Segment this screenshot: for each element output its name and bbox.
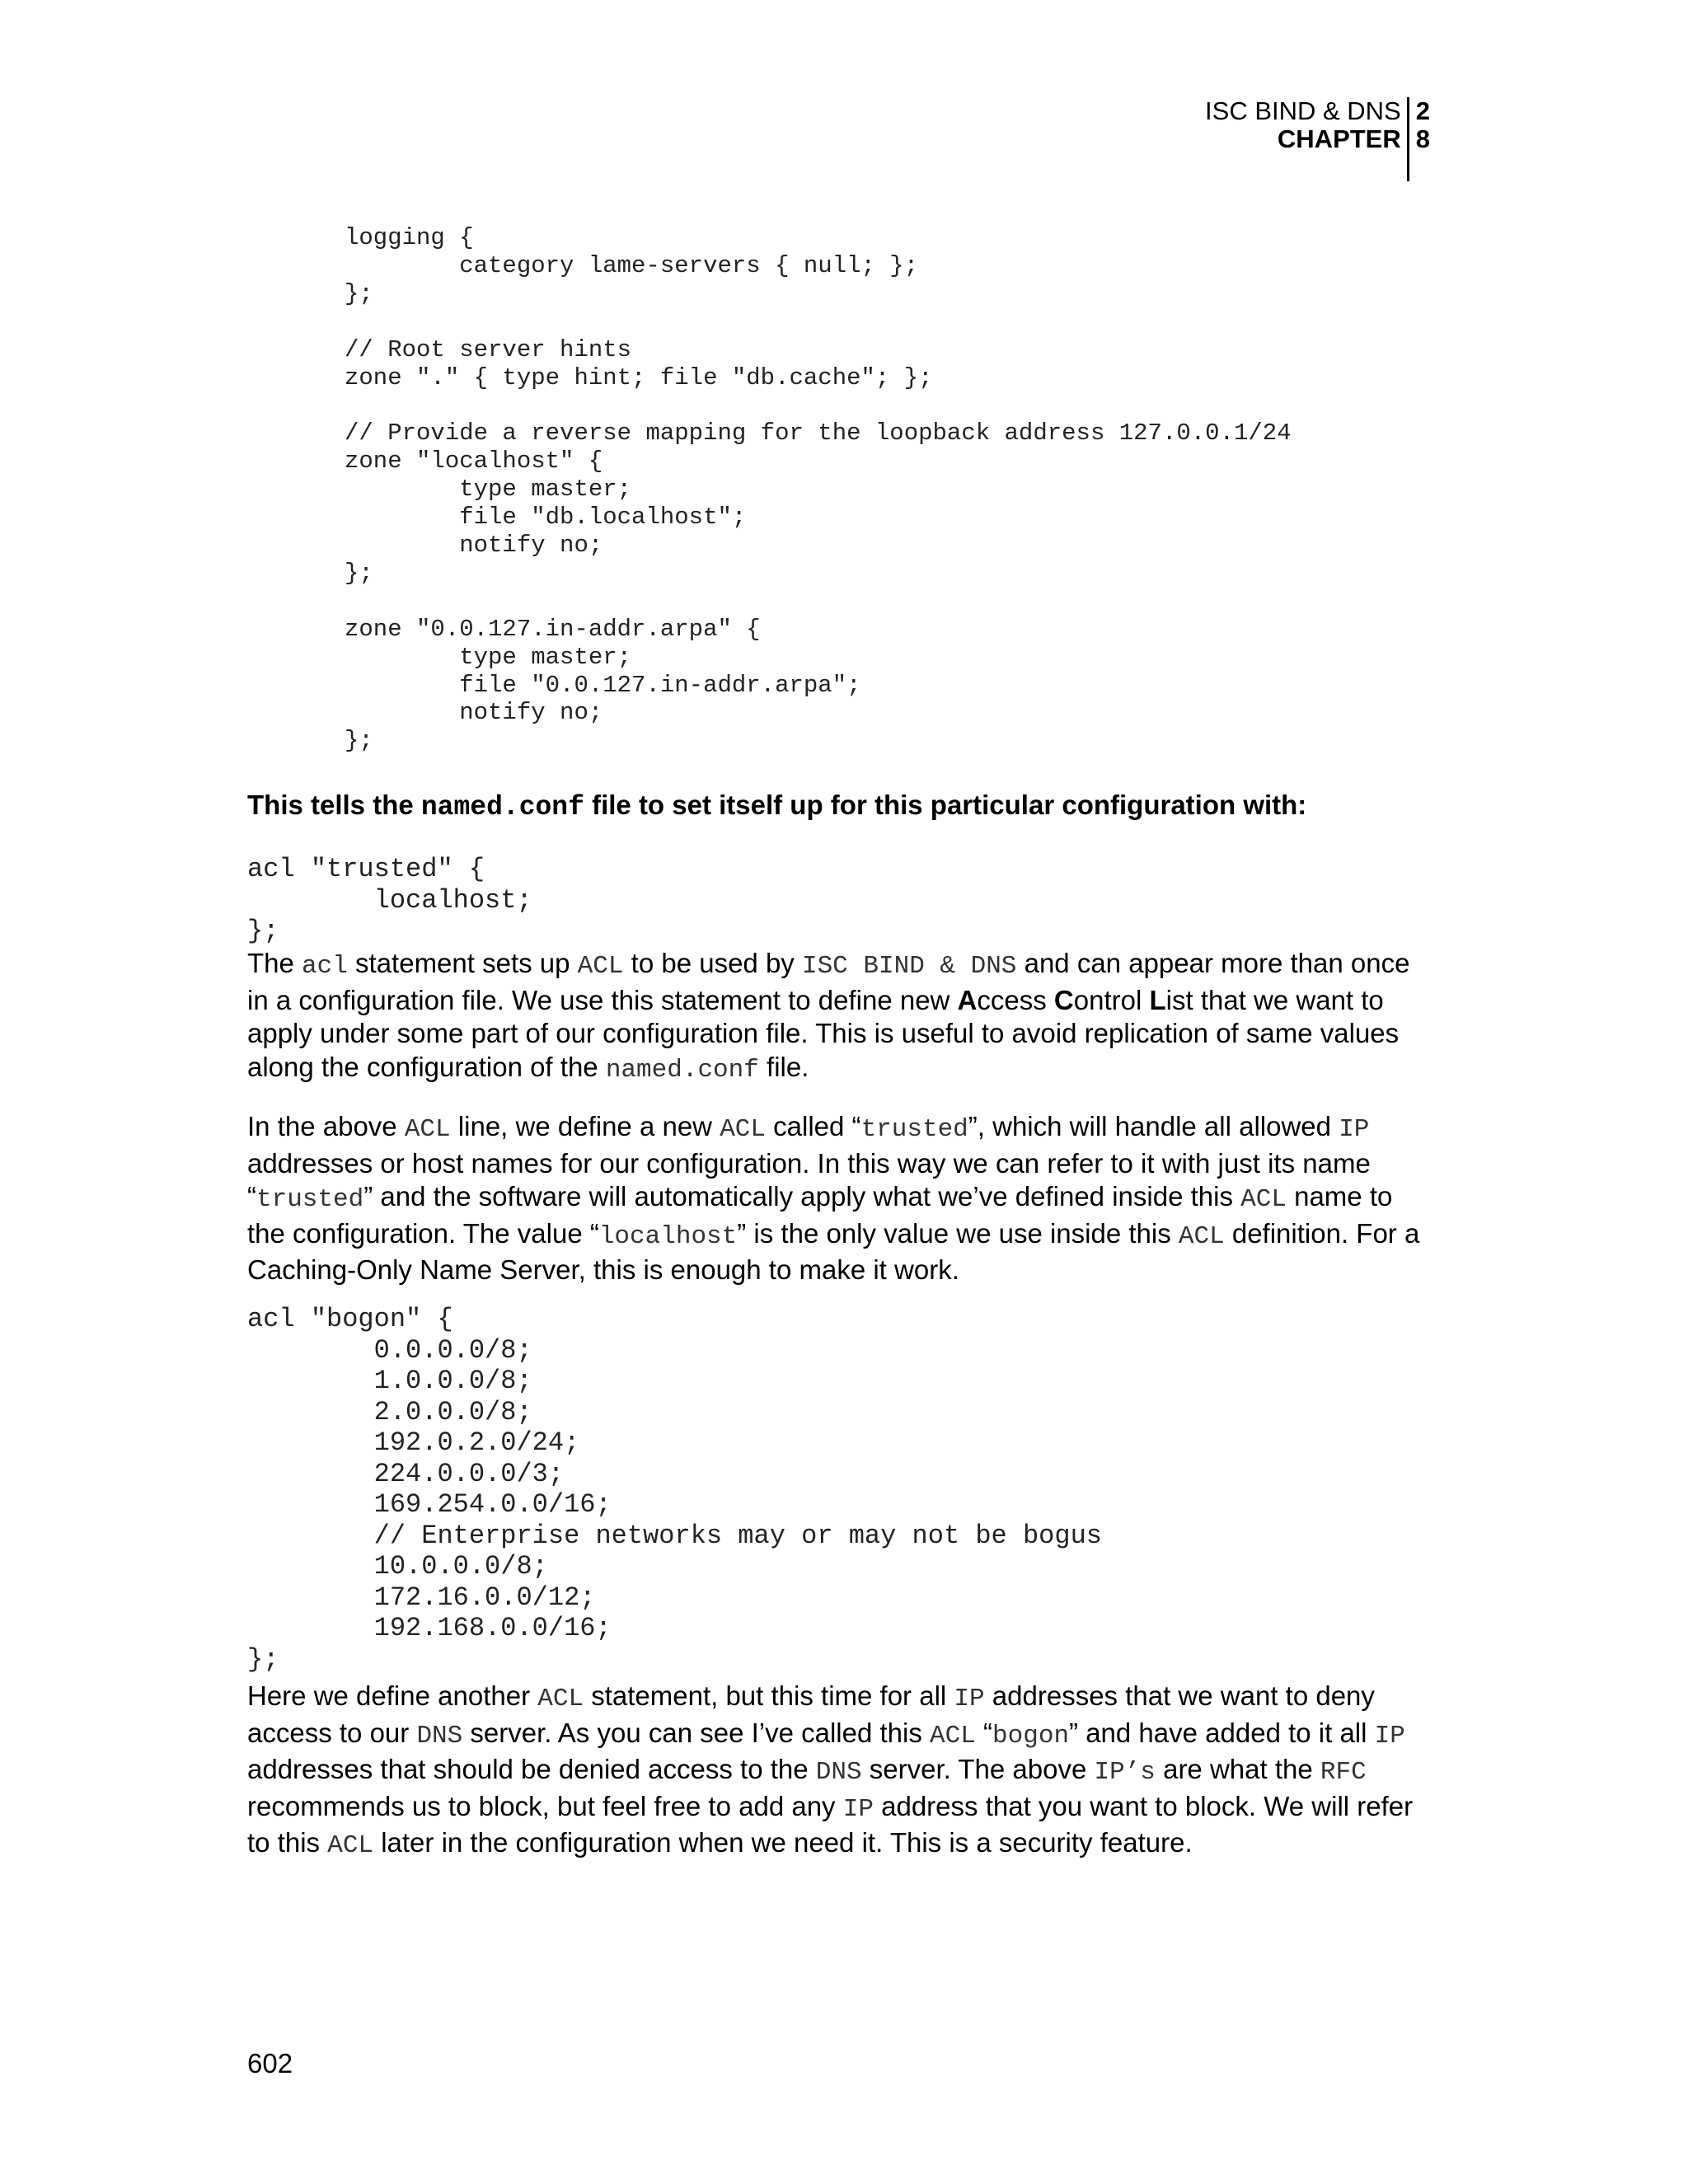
header-title-number: 2 [1408,97,1430,125]
code-block-acl-bogon: acl "bogon" { 0.0.0.0/8; 1.0.0.0/8; 2.0.0.0/8; 192.0.2.0/24; 224.0.0.0/3; 169.254.0.0/16; // Enterprise networks may or may not be bogus 10.0.0.0/8; 172.16.0.0/12; 192.168.0.0/16; }; [247,1304,1102,1675]
paragraph-acl-statement: The acl statement sets up ACL to be used by ISC BIND & DNS and can appear more than once in a configuration file. We use this statement to define new Access Control List that we want to apply under some part of our configuration file. This is useful to avoid replication of same values along the configuration of the named.conf file. [247,948,1410,1085]
lead-text-1: This tells the [247,790,421,820]
lead-sentence [247,789,1306,824]
lead-code: named.conf [420,792,584,823]
header-title: ISC BIND & DNS [1205,96,1401,125]
paragraph-bogon-acl: Here we define another ACL statement, but this time for all IP addresses that we want to deny access to our DNS server. As you can see I’ve called this ACL “bogon” and have added to it all IP addresses that should be denied access to the DNS server. The above IP’s are what the RFC recommends us to block, but feel free to add any IP address that you want to block. We will refer to this ACL later in the configuration when we need it. This is a security feature. [247,1680,1414,1860]
running-header [1205,97,1430,181]
paragraph-trusted-acl: In the above ACL line, we define a new ACL called “trusted”, which will handle all allowed IP addresses or host names for our configuration. In this way we can refer to it with just its name “trusted” and the software will automatically apply what we’ve defined inside this ACL name to the configuration. The value “localhost” is the only value we use inside this ACL definition. For a Caching-Only Name Server, this is enough to make it work. [247,1111,1420,1285]
code-block-acl-trusted: acl "trusted" { localhost; }; [247,854,532,946]
code-block-logging-zones: logging { category lame-servers { null; }; }; // Root server hints zone "." { type hint; file "db.cache"; }; // Provide a reverse mapping for the loopback address 127.0.0.1/24 zone "localhost" { type master; file "db.localhost"; notify no; }; zone "0.0.127.in-addr.arpa" { type master; file "0.0.127.in-addr.arpa"; notify no; }; [345,224,1292,755]
header-chapter-number: 8 [1408,125,1430,153]
lead-text-2: file to set itself up for this particular configuration with: [584,790,1307,820]
header-chapter-label: CHAPTER [1277,124,1401,153]
page-number: 602 [247,2048,293,2079]
